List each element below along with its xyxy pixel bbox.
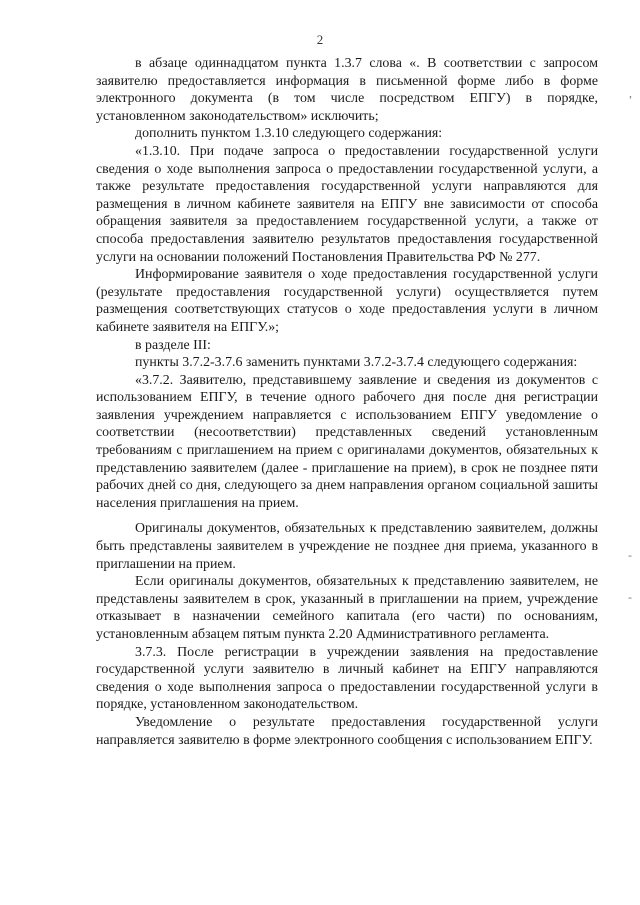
paragraph-1-3-10-text: «1.3.10. При подаче запроса о предоставлении государственной услуги сведения о ходе выполнения запроса о предоставлении государственной услуги, а также результате предоставления государственной услуги направляются для размещения в личном кабинете заявителя на ЕПГУ вне зависимости от способа обращения заявителя за предоставлением государственной услуги, а также от способа предоставления заявителю результатов предоставления государственной услуги на основании положений Постановления Правительства РФ № 277. [96, 143, 598, 265]
paragraph-amendment-1-3-7: в абзаце одиннадцатом пункта 1.3.7 слова «. В соответствии с запросом заявителю предоставляется информация в письменной форме либо в форме электронного документа (в том числе посредством ЕПГУ) в порядке, установленном законодательством» исключить; [96, 56, 598, 124]
scan-margin-mark: - [628, 590, 632, 604]
paragraph-3-7-2: «3.7.2. Заявителю, представившему заявление и сведения из документов с использованием ЕПГУ, в течение одного рабочего дня после дня регистрации заявления учреждением направляется с использованием ЕПГУ уведомление о соответствии (несоответствии) представленных сведений установленным требованиям с приглашением на прием с оригиналами документов, обязательных к представлению заявителем (далее - приглашение на прием), в срок не позднее пяти рабочих дней со дня, следующего за днем направления органом социальной зашиты населения приглашения на прием. [96, 372, 598, 511]
scan-margin-mark: - [628, 548, 632, 562]
document-body [96, 55, 598, 749]
paragraph-refusal: Если оригиналы документов, обязательных к представлению заявителем, не представлены заявителем в срок, указанный в приглашении на прием, учреждение отказывает в назначении семейного капитала (его части) по основаниям, установленным абзацем пятым пункта 2.20 Административного регламента. [96, 574, 598, 642]
scan-margin-mark: , [629, 86, 632, 100]
paragraph-notification: Уведомление о результате предоставления государственной услуги направляется заявителю в форме электронного сообщения с использованием ЕПГУ. [96, 714, 598, 748]
paragraph-section-iii: в разделе III: [135, 337, 211, 353]
paragraph-originals: Оригиналы документов, обязательных к представлению заявителем, должны быть представлены заявителем в учреждение не позднее дня приема, указанного в приглашении на прием. [96, 521, 598, 572]
paragraph-3-7-3: 3.7.3. После регистрации в учреждении заявления на предоставление государственной услуги заявителю в личный кабинет на ЕПГУ направляются сведения о ходе выполнения запроса о предоставлении государственной услуги в порядке, установленном законодательством. [96, 644, 598, 713]
paragraph-add-1-3-10: дополнить пунктом 1.3.10 следующего содержания: [135, 126, 443, 142]
paragraph-informing: Информирование заявителя о ходе предоставления государственной услуги (результате предоставления государственной услуги) осуществляется путем размещения соответствующих статусов о ходе предоставления услуги в личном кабинете заявителя на ЕПГУ.»; [96, 267, 598, 335]
page-number: 2 [316, 32, 324, 47]
paragraph-replace-points: пункты 3.7.2-3.7.6 заменить пунктами 3.7.2-3.7.4 следующего содержания: [135, 355, 578, 371]
